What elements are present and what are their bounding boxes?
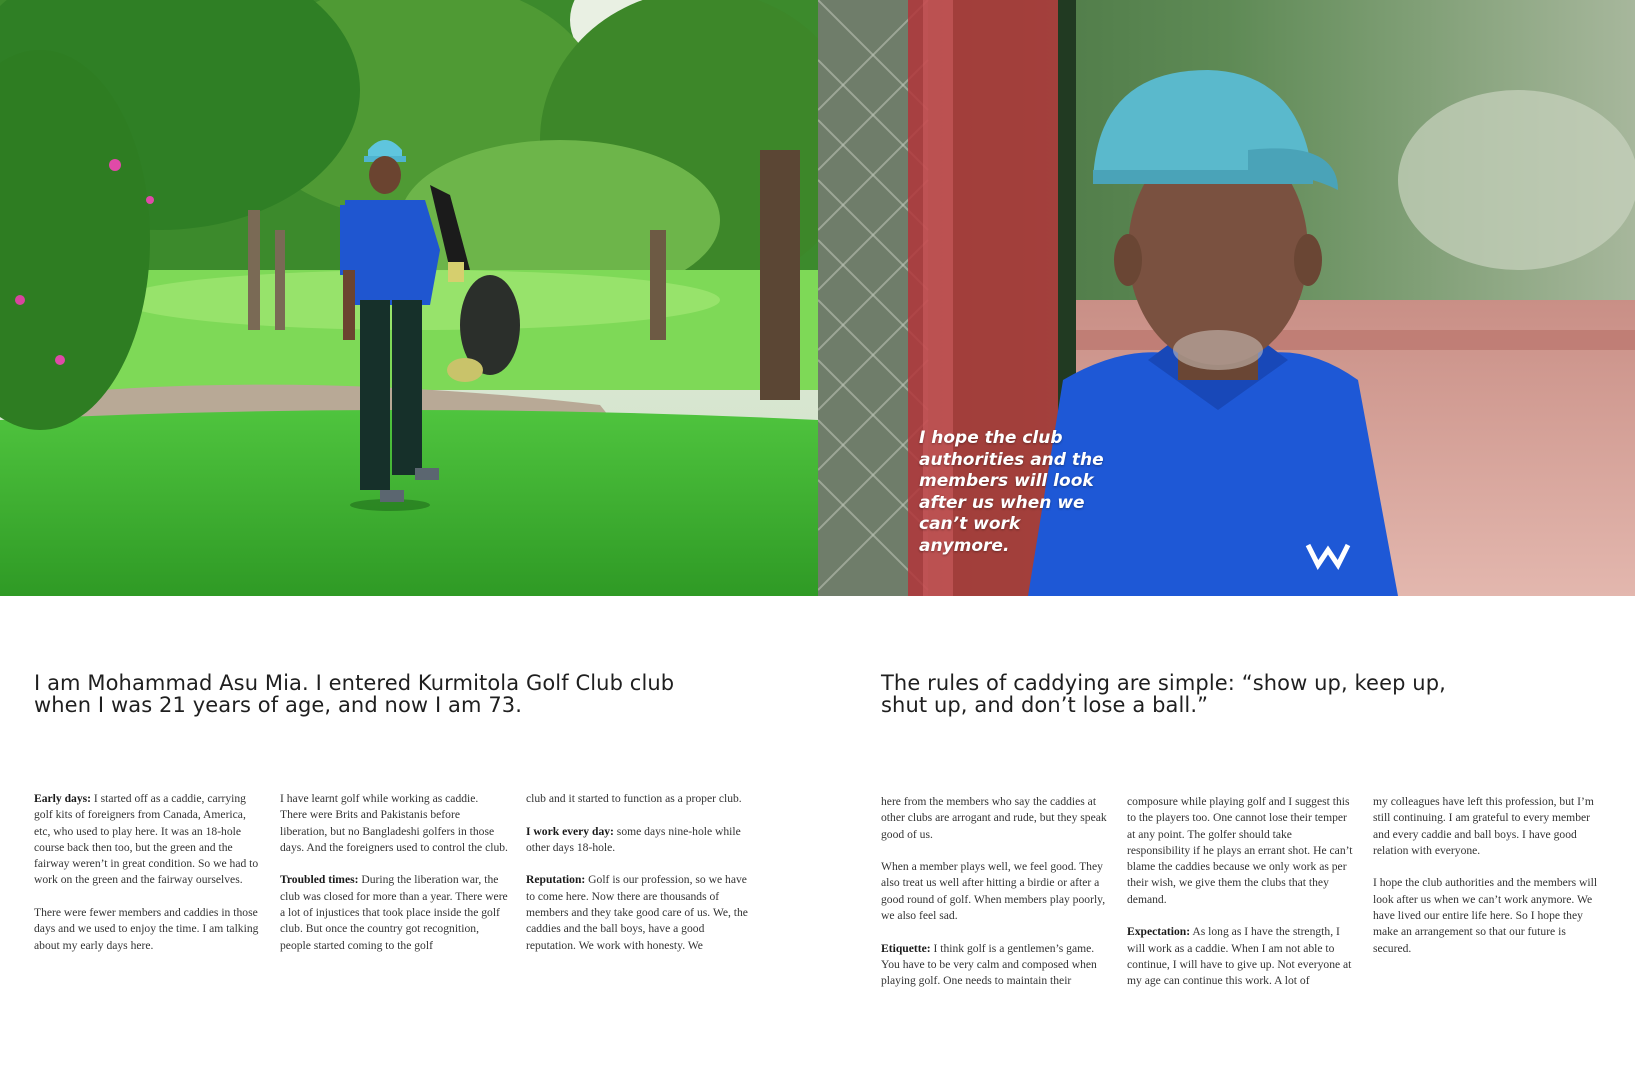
paragraph-text: I think golf is a gentlemen’s game. You have to be very calm and composed when playing golf. One needs to maintain their — [881, 941, 1097, 988]
text-column-3 — [526, 791, 754, 970]
paragraph — [526, 872, 754, 953]
paragraph — [1373, 794, 1601, 859]
text-column-2 — [280, 791, 508, 970]
section-lead: Early days: — [34, 792, 92, 805]
text-column-4 — [881, 794, 1109, 1006]
paragraph — [1127, 794, 1355, 908]
paragraph — [34, 791, 262, 889]
text-column-6 — [1373, 794, 1601, 973]
photo-caddie-walking — [0, 0, 818, 596]
paragraph-text: I hope the club authorities and the members will look after us when we can’t work anymore. We have lived our entire life here. So I hope they make an arrangement so that our future is secured. — [1373, 876, 1598, 955]
paragraph — [1127, 924, 1355, 989]
text-column-5 — [1127, 794, 1355, 1006]
paragraph — [881, 794, 1109, 843]
section-lead: Etiquette: — [881, 941, 931, 955]
paragraph — [526, 824, 754, 857]
paragraph — [881, 859, 1109, 924]
paragraph-text: Golf is our profession, so we have to come here. Now there are thousands of members and they take good care of us. We, the caddies and the ball boys, have a good reputation. We work with honesty. We — [526, 873, 748, 952]
paragraph-text: As long as I have the strength, I will work as a caddie. When I am not able to continue, I will have to give up. Not everyone at my age can continue this work. A lot of — [1127, 925, 1352, 988]
paragraph — [280, 791, 508, 856]
section-lead: I work every day: — [526, 824, 614, 838]
headline-right: The rules of caddying are simple: “show up, keep up, shut up, and don’t lose a ball.” — [881, 671, 1446, 717]
paragraph-text: composure while playing golf and I suggest this to the players too. One cannot lose their temper at any point. The golfer should take responsibility if he plays an errant shot. He can’t blame the caddies because we only work as per their wish, we give them the clubs that they demand. — [1127, 795, 1353, 906]
paragraph — [881, 941, 1109, 990]
paragraph — [34, 905, 262, 954]
paragraph — [280, 872, 508, 953]
headline-left: I am Mohammad Asu Mia. I entered Kurmitola Golf Club club when I was 21 years of age, and now I am 73. — [34, 671, 675, 717]
paragraph — [526, 791, 754, 807]
section-lead: Expectation: — [1127, 925, 1191, 939]
paragraph — [1373, 875, 1601, 956]
golf-course-illustration — [0, 0, 818, 596]
section-lead: Troubled times: — [280, 873, 359, 887]
section-lead: Reputation: — [526, 873, 586, 887]
pull-quote: I hope the club authorities and the members will look after us when we can’t work anymore. — [919, 428, 1104, 556]
paragraph-text: There were fewer members and caddies in those days and we used to enjoy the time. I am talking about my early days here. — [34, 906, 259, 952]
paragraph-text: some days nine-hole while other days 18-hole. — [526, 824, 741, 854]
paragraph-text: During the liberation war, the club was closed for more than a year. There were a lot of injustices that took place inside the golf club. But once the country got recognition, people started coming to the golf — [280, 873, 508, 952]
paragraph-text: I started off as a caddie, carrying golf kits of foreigners from Canada, America, etc, who used to play here. It was an 18-hole course back then too, but the green and the fairway weren’t in great condition. So we had to work on the green and the fairway ourselves. — [34, 792, 259, 887]
text-column-1 — [34, 791, 262, 970]
paragraph-text: When a member plays well, we feel good. They also treat us well after hitting a birdie or after a good round of golf. When members play poorly, we also feel sad. — [881, 860, 1106, 923]
paragraph-text: I have learnt golf while working as caddie. There were Brits and Pakistanis before liberation, but no Bangladeshi golfers in those days. And the foreigners used to control the club. — [280, 792, 508, 854]
paragraph-text: my colleagues have left this profession, but I’m still continuing. I am grateful to every member and every caddie and ball boys. I have good relation with everyone. — [1373, 795, 1594, 857]
paragraph-text: club and it started to function as a proper club. — [526, 792, 742, 805]
paragraph-text: here from the members who say the caddies at other clubs are arrogant and rude, but they speak good of us. — [881, 795, 1107, 841]
